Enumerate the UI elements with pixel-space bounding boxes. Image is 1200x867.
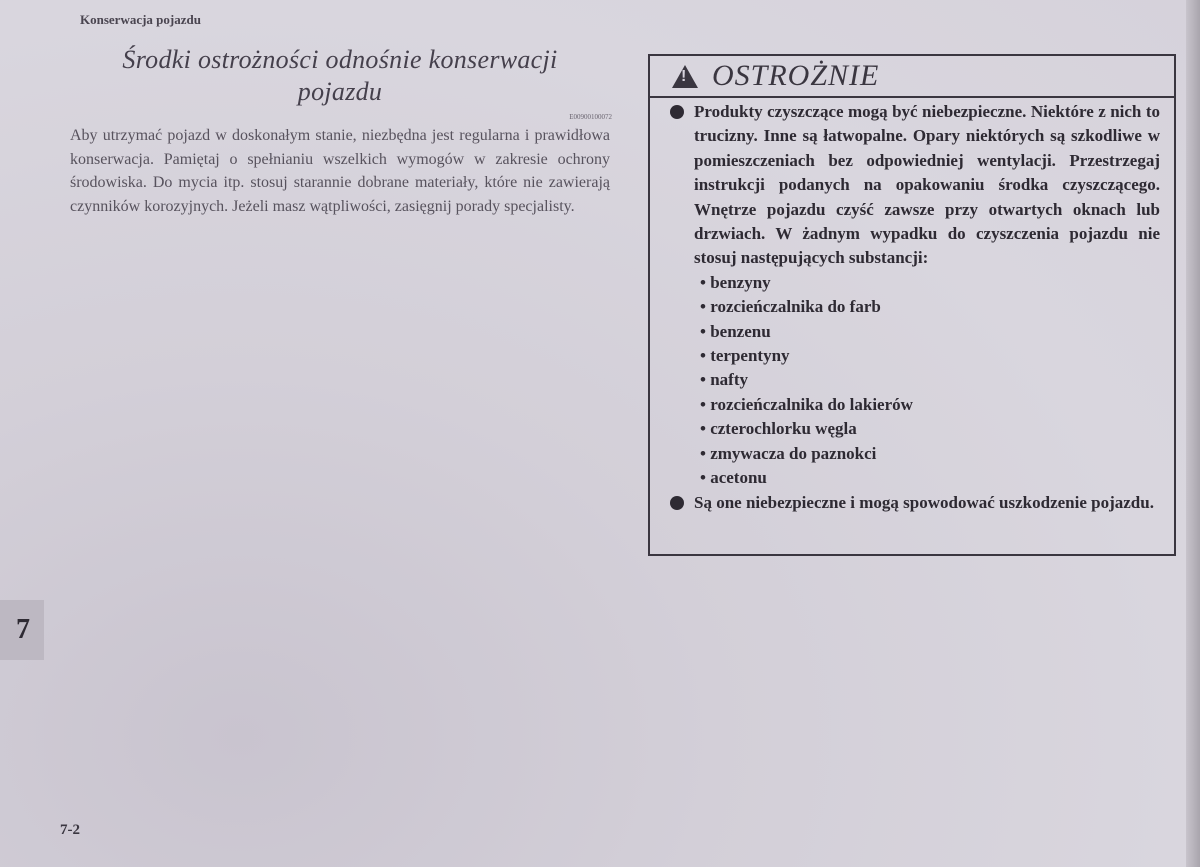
caution-body [650, 98, 1174, 515]
caution-header [650, 56, 1174, 98]
caution-paragraph-1 [670, 100, 1160, 271]
book-spine [1186, 0, 1200, 867]
list-item: • benzenu [700, 320, 1160, 344]
substance-list [670, 271, 1160, 491]
caution-text-1: Produkty czyszczące mogą być niebezpieczne. Niektóre z nich to trucizny. Inne są łatwopalne. Opary niektórych są szkodliwe w pomieszczeniach bez odpowiedniej wentylacji. Przestrzegaj instrukcji podanych na opakowaniu środka czyszczącego. Wnętrze pojazdu czyść zawsze przy otwartych oknach lub drzwiach. W żadnym wypadku do czyszczenia pojazdu nie stosuj następujących substancji: [694, 102, 1160, 268]
caution-title: OSTROŻNIE [712, 59, 880, 92]
chapter-number: 7 [16, 614, 30, 645]
list-item: • nafty [700, 368, 1160, 392]
caution-paragraph-2 [670, 491, 1160, 515]
list-item: • rozcieńczalnika do lakierów [700, 393, 1160, 417]
page-title [70, 44, 610, 108]
caution-text-2: Są one niebezpieczne i mogą spowodować uszkodzenie pojazdu. [694, 492, 1154, 512]
intro-paragraph: Aby utrzymać pojazd w doskonałym stanie, niezbędna jest regularna i prawidłowa konserwacja. Pamiętaj o spełnianiu wszelkich wymogów w zakresie ochrony środowiska. Do mycia itp. stosuj starannie dobrane materiały, które nie zawierają czynników korozyjnych. Jeżeli masz wątpliwości, zasięgnij porady specjalisty. [70, 127, 610, 215]
list-item: • zmywacza do paznokci [700, 442, 1160, 466]
chapter-tab [0, 600, 44, 660]
list-item: • rozcieńczalnika do farb [700, 295, 1160, 319]
bullet-icon [670, 496, 684, 510]
reference-code: E00900100072 [569, 113, 612, 121]
bullet-icon [670, 105, 684, 119]
title-line-1: Środki ostrożności odnośnie konserwacji [122, 45, 558, 74]
page-number: 7-2 [60, 822, 80, 838]
list-item: • czterochlorku węgla [700, 417, 1160, 441]
list-item: • acetonu [700, 466, 1160, 490]
caution-box [648, 54, 1176, 556]
section-header: Konserwacja pojazdu [80, 12, 201, 27]
list-item: • terpentyny [700, 344, 1160, 368]
title-line-2: pojazdu [297, 77, 383, 106]
list-item: • benzyny [700, 271, 1160, 295]
warning-triangle-icon [672, 65, 698, 88]
